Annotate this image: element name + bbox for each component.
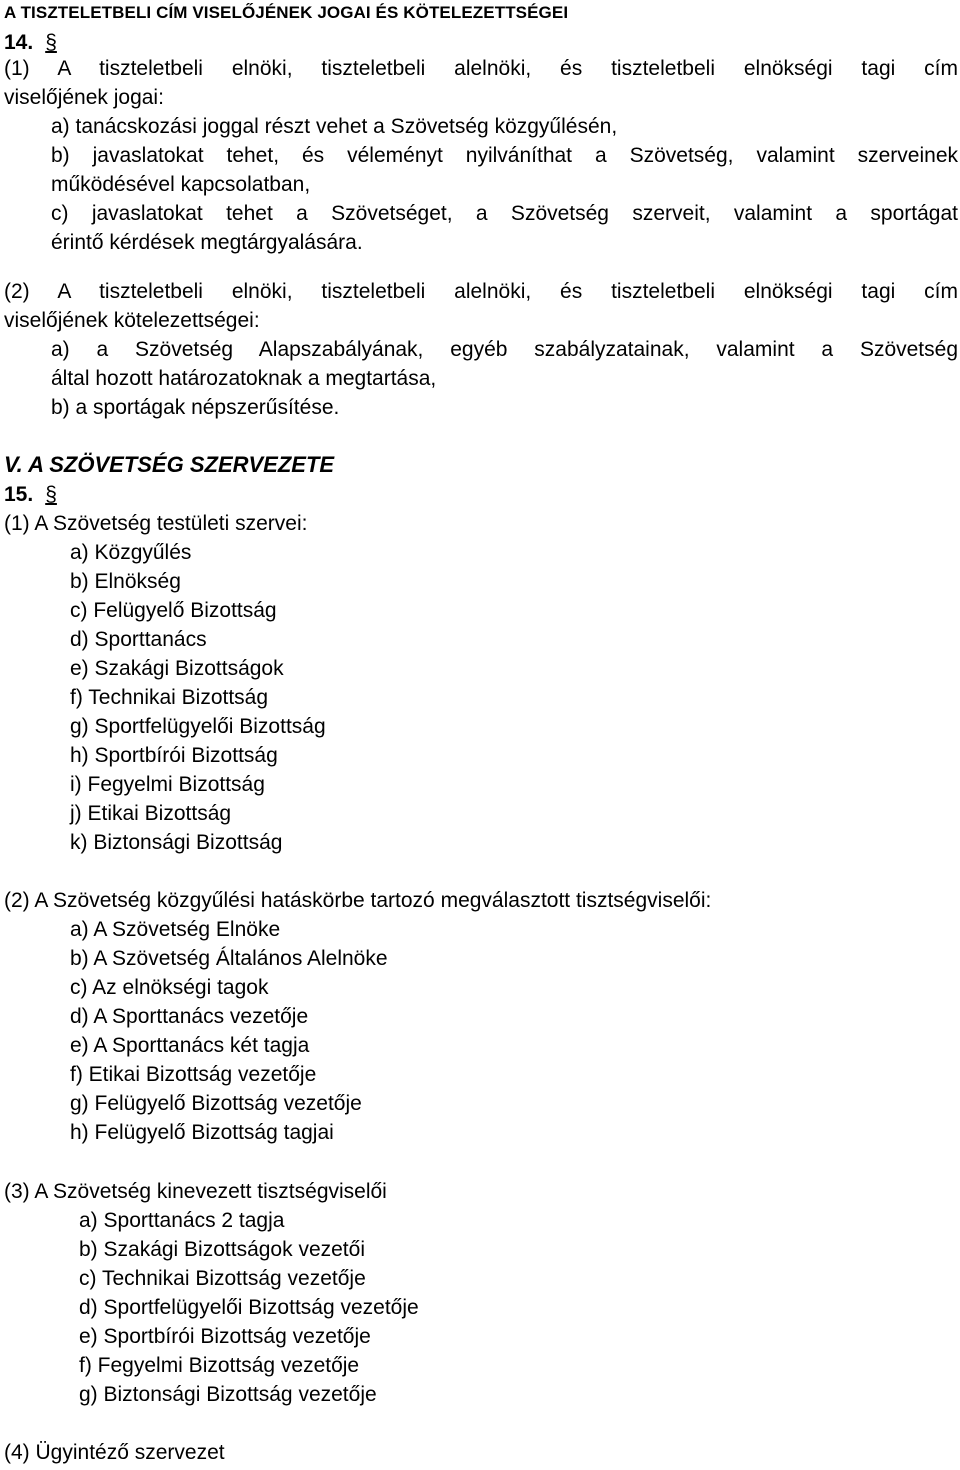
sec15-p1-item: h) Sportbírói Bizottság	[70, 744, 278, 767]
sec15-p1-item: j) Etikai Bizottság	[70, 802, 232, 825]
sec14-p1-item-c-line2: érintő kérdések megtárgyalására.	[51, 231, 363, 254]
sec15-p3-item: e) Sportbírói Bizottság vezetője	[79, 1325, 371, 1348]
sec14-p1-item-b-line2: működésével kapcsolatban,	[51, 173, 311, 196]
sec15-p2-item: a) A Szövetség Elnöke	[70, 918, 281, 941]
sec14-p1-intro-line1: (1) A tiszteletbeli elnöki, tiszteletbeli alelnöki, és tiszteletbeli elnökségi tagi cím	[4, 57, 958, 80]
sec15-p2-item: b) A Szövetség Általános Alelnöke	[70, 947, 388, 970]
sec15-p1-item: g) Sportfelügyelői Bizottság	[70, 715, 326, 738]
sec15-p3-item: d) Sportfelügyelői Bizottság vezetője	[79, 1296, 419, 1319]
sec15-p3-item: f) Fegyelmi Bizottság vezetője	[79, 1354, 360, 1377]
sec14-p2-intro-line1: (2) A tiszteletbeli elnöki, tiszteletbeli alelnöki, és tiszteletbeli elnökségi tagi cím	[4, 280, 958, 303]
document-title: A TISZTELETBELI CÍM VISELŐJÉNEK JOGAI ÉS KÖTELEZETTSÉGEI	[4, 3, 569, 22]
sec14-p2-intro-line2: viselőjének kötelezettségei:	[4, 309, 260, 332]
sec15-p1-item: a) Közgyűlés	[70, 541, 192, 564]
sec15-p2-item: d) A Sporttanács vezetője	[70, 1005, 309, 1028]
sec15-p1-item: e) Szakági Bizottságok	[70, 657, 284, 680]
sec15-p2-item: c) Az elnökségi tagok	[70, 976, 269, 999]
sec14-p2-item-a-line2: által hozott határozatoknak a megtartása,	[51, 367, 437, 390]
sec15-p1-item: i) Fegyelmi Bizottság	[70, 773, 265, 796]
chapter-5-title: V. A SZÖVETSÉG SZERVEZETE	[4, 452, 335, 477]
sec15-p2-intro: (2) A Szövetség közgyűlési hatáskörbe tartozó megválasztott tisztségviselői:	[4, 889, 712, 912]
sec15-p3-item: a) Sporttanács 2 tagja	[79, 1209, 285, 1232]
sec15-p2-item: f) Etikai Bizottság vezetője	[70, 1063, 317, 1086]
sec15-p2-item: e) A Sporttanács két tagja	[70, 1034, 310, 1057]
sec14-p2-item-b: b) a sportágak népszerűsítése.	[51, 396, 340, 419]
sec15-p1-intro: (1) A Szövetség testületi szervei:	[4, 512, 308, 535]
sec14-p1-intro-line2: viselőjének jogai:	[4, 86, 164, 109]
sec15-p1-item: d) Sporttanács	[70, 628, 207, 651]
sec15-p4-intro: (4) Ügyintéző szervezet	[4, 1441, 225, 1464]
section-15-number: 15. §	[4, 484, 57, 505]
sec15-p1-item: c) Felügyelő Bizottság	[70, 599, 277, 622]
sec15-p3-item: g) Biztonsági Bizottság vezetője	[79, 1383, 377, 1406]
sec14-p1-item-b-line1: b) javaslatokat tehet, és véleményt nyilváníthat a Szövetség, valamint szerveinek	[51, 144, 958, 167]
sec14-p1-item-c-line1: c) javaslatokat tehet a Szövetséget, a Szövetség szerveit, valamint a sportágat	[51, 202, 958, 225]
sec15-p1-item: f) Technikai Bizottság	[70, 686, 269, 709]
sec15-p2-item: g) Felügyelő Bizottság vezetője	[70, 1092, 362, 1115]
sec15-p1-item: b) Elnökség	[70, 570, 181, 593]
section-14-number: 14. §	[4, 32, 57, 53]
sec15-p3-item: c) Technikai Bizottság vezetője	[79, 1267, 366, 1290]
sec15-p2-item: h) Felügyelő Bizottság tagjai	[70, 1121, 334, 1144]
sec15-p1-item: k) Biztonsági Bizottság	[70, 831, 283, 854]
sec15-p3-intro: (3) A Szövetség kinevezett tisztségviselői	[4, 1180, 387, 1203]
sec14-p2-item-a-line1: a) a Szövetség Alapszabályának, egyéb szabályzatainak, valamint a Szövetség	[51, 338, 958, 361]
sec15-p3-item: b) Szakági Bizottságok vezetői	[79, 1238, 365, 1261]
sec14-p1-item-a: a) tanácskozási joggal részt vehet a Szövetség közgyűlésén,	[51, 115, 618, 138]
